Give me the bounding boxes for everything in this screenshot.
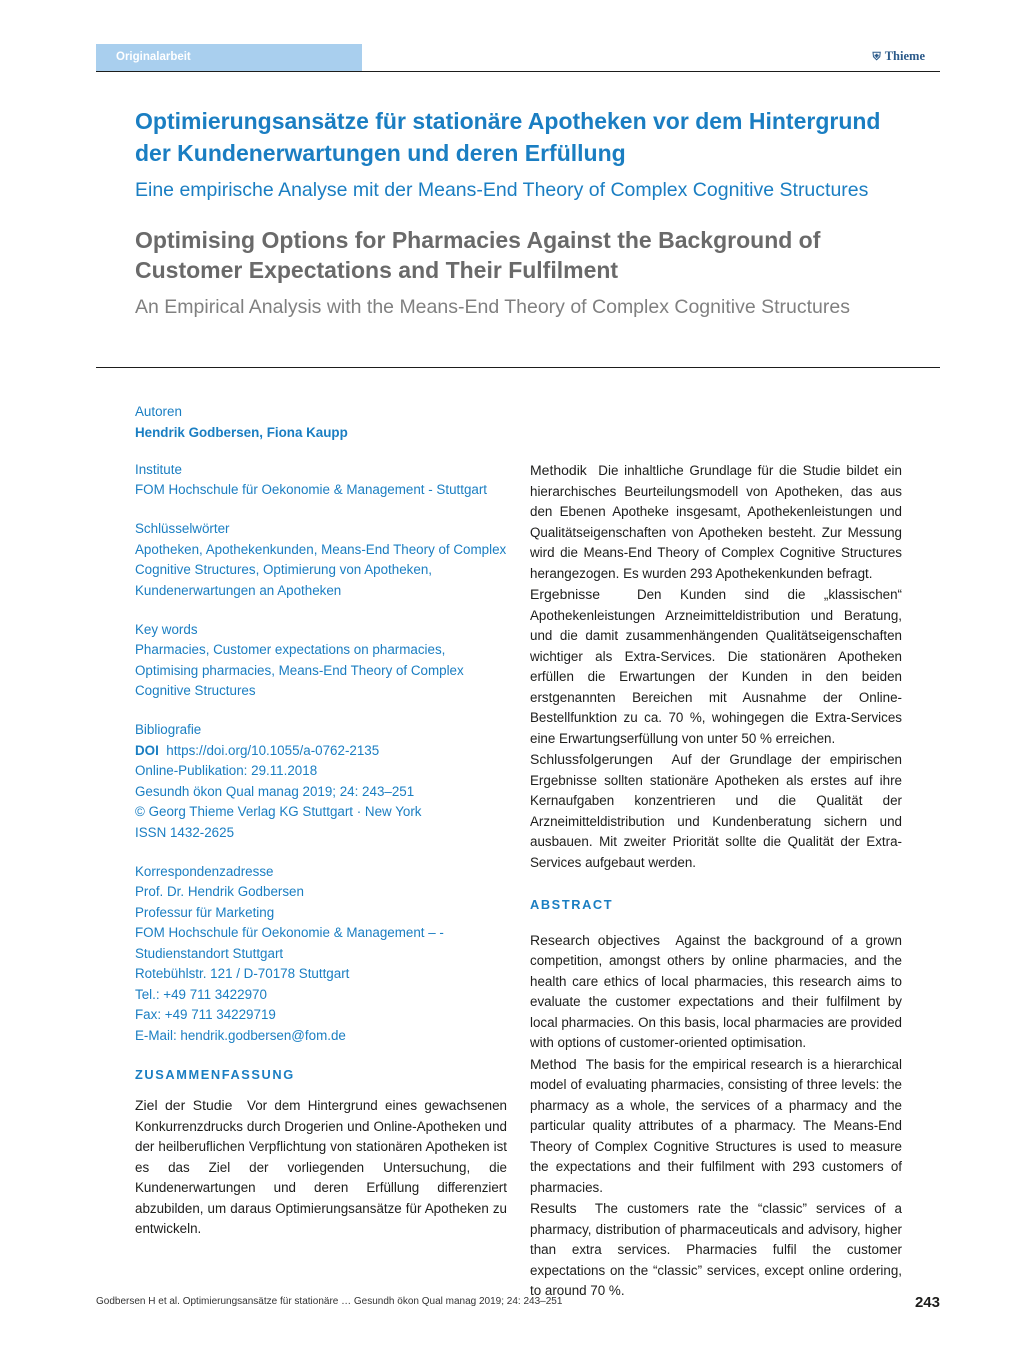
research-paragraph xyxy=(530,930,902,1054)
method-paragraph xyxy=(530,1054,902,1199)
authors-label: Autoren xyxy=(135,404,182,419)
correspondence-line: Studienstandort Stuttgart xyxy=(135,945,284,961)
results-paragraph xyxy=(530,1198,902,1302)
header-divider xyxy=(96,71,940,72)
schluss-paragraph xyxy=(530,749,902,873)
title-german: Optimierungsansätze für stationäre Apotheken vor dem Hintergrund der Kundenerwartungen und deren Erfüllung xyxy=(135,108,881,166)
correspondence-block xyxy=(135,862,510,1047)
keywords-en-block xyxy=(135,620,510,702)
keywords-de-label: Schlüsselwörter xyxy=(135,521,230,536)
schluss-text: Auf der Grundlage der empirischen Ergebnisse sollten stationäre Apotheken als erstes auf ihre Kernaufgaben konzentrieren und die Qualität der Arzneimitteldistribution und Kundenberatung sichern und ausbauen. Mit zweiter Priorität sollte die Qualität der Extra-Services aufgebaut werden. xyxy=(530,752,902,870)
method-label: Method xyxy=(530,1055,577,1072)
keywords-de: Apotheken, Apothekenkunden, Means-End Theory of Complex Cognitive Structures, Optimierung von Apotheken, Kundenerwartungen an Apotheken xyxy=(135,541,507,598)
methodik-text: Die inhaltliche Grundlage für die Studie bildet ein hierarchisches Beurteilungsmodell von Apotheken, das aus den Ebenen Apotheke insgesamt, Apothekenleistungen und Qualitätseigenschaften von Apotheken besteht. Zur Messung wird die Means-End Theory of Complex Cognitive Structures herangezogen. Es wurden 293 Apothekenkunden befragt. xyxy=(530,463,902,581)
research-text: Against the background of a grown competition, amongst others by online pharmacies, and the health care ethics of local pharmacies, this research aims to evaluate the customer expectations and their fulfilment by local pharmacies. On this basis, local pharmacies are provided with options of customer-oriented optimisation. xyxy=(530,932,902,1050)
correspondence-line: Tel.: +49 711 3422970 xyxy=(135,986,267,1002)
results-text: The customers rate the “classic” services of a pharmacy, distribution of pharmaceuticals and advisory, higher than extra services. Pharmacies fulfil the customer expectations on the “classic” services, except online ordering, to around 70 %. xyxy=(530,1201,902,1298)
subtitle-german: Eine empirische Analyse mit der Means-End Theory of Complex Cognitive Structures xyxy=(135,179,869,201)
right-column xyxy=(530,460,902,1302)
authors-block xyxy=(135,402,510,443)
subtitle-english: An Empirical Analysis with the Means-End Theory of Complex Cognitive Structures xyxy=(135,296,850,318)
publisher-logo xyxy=(872,49,925,64)
page-number: 243 xyxy=(914,1294,940,1311)
correspondence-email[interactable]: E-Mail: hendrik.godbersen@fom.de xyxy=(135,1027,346,1043)
method-text: The basis for the empirical research is a hierarchical model of evaluating pharmacies, consisting of three levels: the pharmacy as a whole, the services of a pharmacy and the particular quality attributes of a pharmacy. The Means-End Theory of Complex Cognitive Structures is used to measure the expectations and their fulfilment with 293 customers of pharmacies. xyxy=(530,1056,902,1195)
institute-label: Institute xyxy=(135,461,182,477)
doi-link[interactable]: https://doi.org/10.1055/a-0762-2135 xyxy=(166,742,380,758)
bibliography-label: Bibliografie xyxy=(135,722,202,737)
methodik-label: Methodik xyxy=(530,462,587,478)
thieme-shield-icon: ⛨ xyxy=(872,51,881,63)
issn: ISSN 1432-2625 xyxy=(135,824,235,840)
section-divider xyxy=(96,367,940,368)
schluss-label: Schlussfolgerungen xyxy=(530,751,653,767)
institute: FOM Hochschule für Oekonomie & Management - Stuttgart xyxy=(135,482,488,497)
correspondence-line: Prof. Dr. Hendrik Godbersen xyxy=(135,884,304,899)
ergebnisse-label: Ergebnisse xyxy=(530,586,601,602)
footer-citation: Godbersen H et al. Optimierungsansätze für stationäre … Gesundh ökon Qual manag 2019; 24: 243–251 xyxy=(96,1296,563,1307)
title-english: Optimising Options for Pharmacies Against the Background of Customer Expectations and Their Fulfilment xyxy=(135,227,821,283)
research-label: Research objectives xyxy=(530,931,661,948)
copyright: © Georg Thieme Verlag KG Stuttgart · New York xyxy=(135,804,422,819)
results-label: Results xyxy=(530,1200,577,1216)
correspondence-line: Professur für Marketing xyxy=(135,904,275,920)
ergebnisse-text: Den Kunden sind die „klassischen“ Apothekenleistungen Arzneimitteldistribution und Beratung, und die damit zusammenhängenden Qualitätseigenschaften wichtiger als Extra-Services. Die stationären Apotheken erfüllen die Erwartungen der Kunden in den beiden erstgenannten Bereichen mit Ausnahme der Online-Bestellfunktion zu ca. 70 %, wohingegen die Extra-Services eine Erwartungserfüllung von unter 50 % erreichen. xyxy=(530,587,902,746)
left-column xyxy=(135,402,510,1240)
online-publication: Online-Publikation: 29.11.2018 xyxy=(135,763,318,778)
ziel-paragraph xyxy=(135,1095,507,1240)
correspondence-label: Korrespondenzadresse xyxy=(135,863,274,879)
bibliography-block xyxy=(135,720,510,843)
ergebnisse-paragraph xyxy=(530,584,902,749)
zusammenfassung-heading: ZUSAMMENFASSUNG xyxy=(135,1066,295,1082)
correspondence-line: FOM Hochschule für Oekonomie & Management – - xyxy=(135,925,444,940)
keywords-de-block xyxy=(135,519,510,601)
publisher-name: Thieme xyxy=(884,49,925,63)
correspondence-line: Rotebühlstr. 121 / D-70178 Stuttgart xyxy=(135,966,350,981)
keywords-en: Pharmacies, Customer expectations on pharmacies, Optimising pharmacies, Means-End Theory of Complex Cognitive Structures xyxy=(135,642,464,698)
ziel-label: Ziel der Studie xyxy=(135,1097,233,1113)
keywords-en-label: Key words xyxy=(135,621,198,637)
abstract-heading: ABSTRACT xyxy=(530,897,614,912)
institute-block xyxy=(135,460,510,501)
correspondence-line: Fax: +49 711 34229719 xyxy=(135,1007,276,1022)
methodik-paragraph xyxy=(530,460,902,584)
article-type-tag: Originalarbeit xyxy=(96,44,362,72)
doi-label: DOI xyxy=(135,742,159,758)
authors: Hendrik Godbersen, Fiona Kaupp xyxy=(135,424,348,440)
journal-citation: Gesundh ökon Qual manag 2019; 24: 243–251 xyxy=(135,783,415,799)
ziel-text: Vor dem Hintergrund eines gewachsenen Konkurrenzdrucks durch Drogerien und Online-Apotheken und der heilberuflichen Verpflichtung von stationären Apotheken ist es das Ziel der vorliegenden Untersuchung, die Kundenerwartungen und deren Erfüllung differenziert abzubilden, um daraus Optimierungsansätze für Apotheken zu entwickeln. xyxy=(135,1098,507,1236)
